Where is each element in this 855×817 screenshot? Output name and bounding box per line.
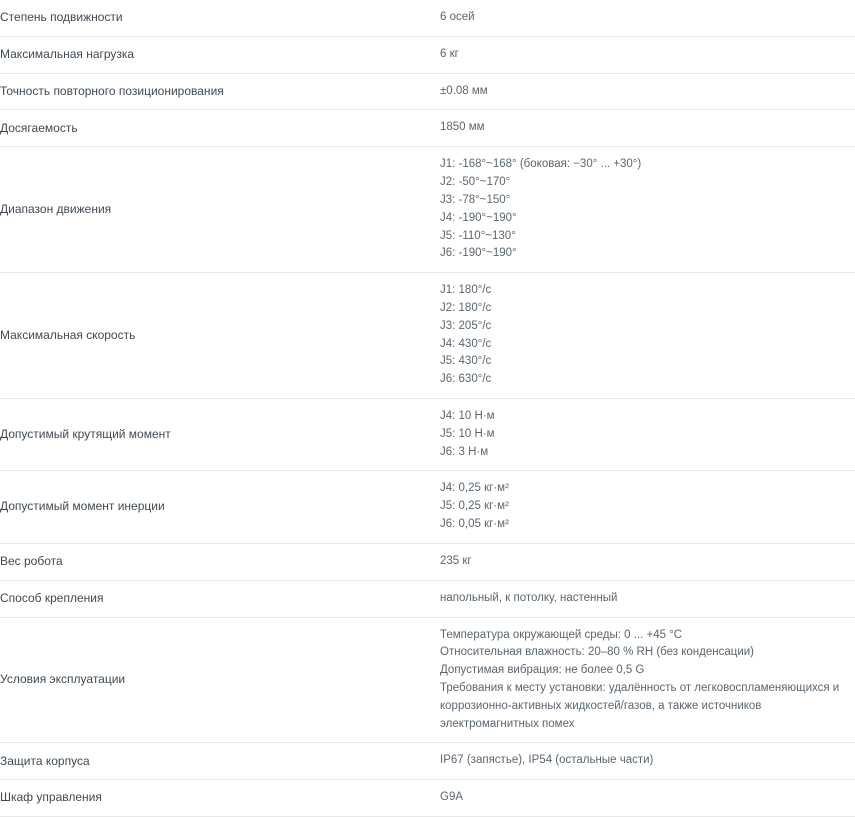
table-row xyxy=(0,36,855,73)
parameter-value-line: J6: 3 Н·м xyxy=(440,445,489,458)
parameter-value-line: J5: 0,25 кг·м² xyxy=(440,500,509,513)
parameter-value-line: Температура окружающей среды: 0 ... +45 °С xyxy=(440,628,683,641)
table-row xyxy=(0,0,855,36)
parameter-value-line: напольный, к потолку, настенный xyxy=(440,591,618,604)
table-row xyxy=(0,543,855,580)
parameter-value-line: J4: -190°~190° xyxy=(440,211,517,224)
parameter-value-line: 1850 мм xyxy=(440,121,485,134)
parameter-name: Максимальная скорость xyxy=(0,327,136,342)
parameter-value-line: G9A xyxy=(440,791,464,804)
table-row xyxy=(0,147,855,273)
parameter-value-line: J6: -190°~190° xyxy=(440,247,517,260)
parameter-value xyxy=(440,543,855,580)
parameter-value xyxy=(440,399,855,471)
table-row xyxy=(0,743,855,780)
parameter-value-line: Относительная влажность: 20–80 % RH (без конденсации) xyxy=(440,646,755,659)
parameter-value-line: 6 осей xyxy=(440,11,475,23)
table-row xyxy=(0,273,855,399)
parameter-value-line: J6: 630°/с xyxy=(440,373,492,386)
parameter-value-line: IP67 (запястье), IP54 (остальные части) xyxy=(440,754,654,767)
table-row xyxy=(0,471,855,543)
parameter-name: Степень подвижности xyxy=(0,10,123,25)
parameter-name: Допустимый крутящий момент xyxy=(0,427,171,442)
parameter-value xyxy=(440,580,855,617)
parameter-value-line: 235 кг xyxy=(440,554,472,567)
parameter-name: Диапазон движения xyxy=(0,201,112,216)
parameter-name: Способ крепления xyxy=(0,590,104,605)
parameter-value-line: J5: -110°~130° xyxy=(440,229,516,242)
parameter-value-line: J1: -168°~168° (боковая: −30° ... +30°) xyxy=(440,158,642,171)
table-row xyxy=(0,580,855,617)
table-row xyxy=(0,617,855,743)
parameter-name: Защита корпуса xyxy=(0,753,90,768)
parameter-value-line: J5: 10 Н·м xyxy=(440,427,495,440)
table-row xyxy=(0,780,855,817)
parameter-value xyxy=(440,743,855,780)
parameter-value-line: J5: 430°/с xyxy=(440,355,492,368)
parameter-value-line: J1: 180°/с xyxy=(440,284,492,297)
parameter-value-line: J4: 0,25 кг·м² xyxy=(440,482,509,495)
parameter-value-line: J2: -50°~170° xyxy=(440,176,511,189)
parameter-value-line: 6 кг xyxy=(440,47,459,60)
parameter-name: Допустимый момент инерции xyxy=(0,499,165,514)
parameter-value xyxy=(440,780,855,817)
parameter-value xyxy=(440,147,855,273)
table-row xyxy=(0,110,855,147)
parameter-value-line: ±0.08 мм xyxy=(440,84,488,97)
parameter-value xyxy=(440,273,855,399)
parameter-name: Максимальная нагрузка xyxy=(0,47,135,62)
parameter-value-line: J3: 205°/с xyxy=(440,319,492,332)
parameter-value-line: Требования к месту установки: удалённость от легковоспламеняющихся и коррозионно-активных жидкостей/газов, а также источников электромагнитных помех xyxy=(440,681,843,730)
parameter-value xyxy=(440,73,855,110)
parameter-value-line: J6: 0,05 кг·м² xyxy=(440,518,509,531)
parameter-value-line: J4: 430°/с xyxy=(440,337,492,350)
parameter-name: Досягаемость xyxy=(0,120,78,135)
parameter-value-line: J2: 180°/с xyxy=(440,301,492,314)
parameter-name: Вес робота xyxy=(0,554,63,569)
table-row xyxy=(0,73,855,110)
parameter-value-line: J3: -78°~150° xyxy=(440,193,511,206)
parameter-value xyxy=(440,471,855,543)
parameter-value xyxy=(440,0,855,36)
parameter-name: Точность повторного позиционирования xyxy=(0,83,224,98)
parameter-value-line: Допустимая вибрация: не более 0,5 G xyxy=(440,664,645,677)
parameter-value xyxy=(440,110,855,147)
parameter-value xyxy=(440,36,855,73)
parameter-value xyxy=(440,617,855,743)
parameter-name: Шкаф управления xyxy=(0,790,102,805)
parameter-value-line: J4: 10 Н·м xyxy=(440,410,495,422)
table-row xyxy=(0,399,855,471)
parameter-name: Условия эксплуатации xyxy=(0,672,126,687)
